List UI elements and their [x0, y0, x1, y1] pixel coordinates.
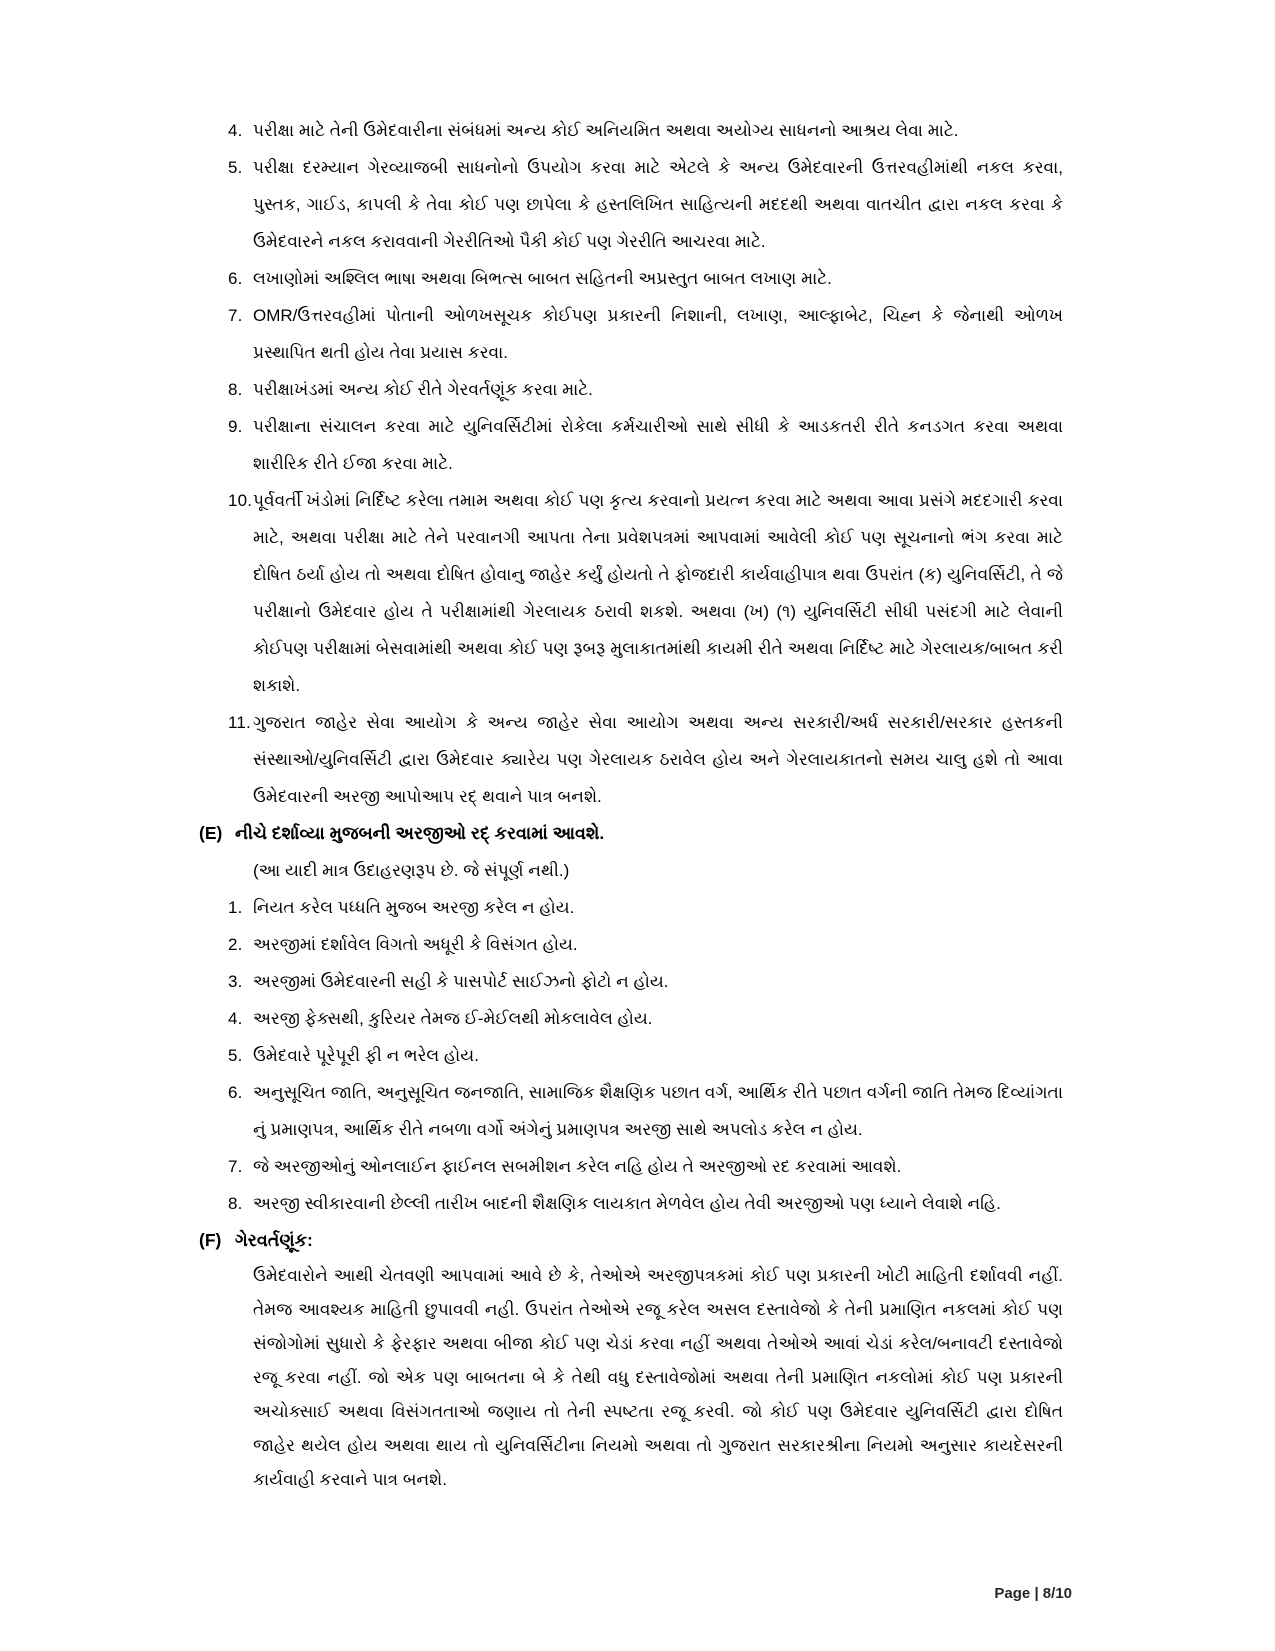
- list-item: [228, 482, 1063, 704]
- list-item-number: 2.: [228, 935, 243, 954]
- section-f-header: [199, 1222, 1063, 1259]
- list-item-number: 4.: [228, 1009, 243, 1028]
- list-item-number: 5.: [228, 158, 243, 177]
- list-item-text: OMR/ઉત્તરવહીમાં પોતાની ઓળખસૂચક કોઈપણ પ્રકારની નિશાની, લખાણ, આલ્ફાબેટ, ચિહ્ન કે જેનાથી ઓળખ પ્રસ્થાપિત થતી હોય તેવા પ્રયાસ કરવા.: [253, 306, 1063, 362]
- list-item-number: 6.: [228, 1083, 243, 1102]
- list-item: [228, 149, 1063, 260]
- list-item-number: 4.: [228, 121, 243, 140]
- main-numbered-list: [0, 112, 1275, 815]
- section-e: [0, 815, 1275, 1222]
- list-item-text: પરીક્ષા દરમ્યાન ગેરવ્યાજબી સાધનોનો ઉપયોગ કરવા માટે એટલે કે અન્ય ઉમેદવારની ઉત્તરવહીમાંથી નકલ કરવા, પુસ્તક, ગાઈડ, કાપલી કે તેવા કોઈ પણ છાપેલા કે હસ્તલિખિત સાહિત્યની મદદથી અથવા વાતચીત દ્વારા નકલ કરવા કે ઉમેદવારને નકલ કરાવવાની ગેરરીતિઓ પૈકી કોઈ પણ ગેરરીતિ આચરવા માટે.: [253, 158, 1063, 251]
- list-item: [228, 889, 1063, 926]
- list-item-text: અરજી સ્વીકારવાની છેલ્લી તારીખ બાદની શૈક્ષણિક લાયકાત મેળવેલ હોય તેવી અરજીઓ પણ ધ્યાને લેવાશે નહિ.: [253, 1194, 1001, 1213]
- list-item-text: જે અરજીઓનું ઓનલાઈન ફાઈનલ સબમીશન કરેલ નહિ હોય તે અરજીઓ રદ કરવામાં આવશે.: [253, 1157, 902, 1176]
- list-item: [228, 408, 1063, 482]
- list-item: [228, 260, 1063, 297]
- section-e-note: (આ યાદી માત્ર ઉદાહરણરૂપ છે. જે સંપૂર્ણ નથી.): [253, 861, 570, 880]
- list-item-text: અરજીમાં ઉમેદવારની સહી કે પાસપોર્ટ સાઈઝનો ફોટો ન હોય.: [253, 972, 669, 991]
- page-number-footer: Page | 8/10: [994, 1585, 1072, 1602]
- list-item: [228, 112, 1063, 149]
- list-item-text: અનુસૂચિત જાતિ, અનુસૂચિત જનજાતિ, સામાજિક શૈક્ષણિક પછાત વર્ગ, આર્થિક રીતે પછાત વર્ગની જાતિ તેમજ દિવ્યાંગતા નું પ્રમાણપત્ર, આર્થિક રીતે નબળા વર્ગો અંગેનું પ્રમાણપત્ર અરજી સાથે અપલોડ કરેલ ન હોય.: [253, 1083, 1063, 1139]
- list-item: [228, 1185, 1063, 1222]
- list-item-text: ઉમેદવારે પૂરેપૂરી ફી ન ભરેલ હોય.: [253, 1046, 479, 1065]
- section-f-paragraph: ઉમેદવારોને આથી ચેતવણી આપવામાં આવે છે કે, તેઓએ અરજીપત્રકમાં કોઈ પણ પ્રકારની ખોટી માહિતી દર્શાવવી નહીં. તેમજ આવશ્યક માહિતી છુપાવવી નહી. ઉપરાંત તેઓએ રજૂ કરેલ અસલ દસ્તાવેજો કે તેની પ્રમાણિત નકલમાં કોઈ પણ સંજોગોમાં સુધારો કે ફેરફાર અથવા બીજા કોઈ પણ ચેડાં કરવા નહીં અથવા તેઓએ આવાં ચેડાં કરેલ/બનાવટી દસ્તાવેજો રજૂ કરવા નહીં. જો એક પણ બાબતના બે કે તેથી વધુ દસ્તાવેજોમાં અથવા તેની પ્રમાણિત નકલોમાં કોઈ પણ પ્રકારની અચોક્સાઈ અથવા વિસંગતતાઓ જણાય તો તેની સ્પષ્ટતા રજૂ કરવી. જો કોઈ પણ ઉમેદવાર યુનિવર્સિટી દ્વારા દોષિત જાહેર થયેલ હોય અથવા થાય તો યુનિવર્સિટીના નિયમો અથવા તો ગુજરાત સરકારશ્રીના નિયમો અનુસાર કાયદેસરની કાર્યવાહી કરવાને પાત્ર બનશે.: [253, 1266, 1063, 1489]
- list-item: [228, 1074, 1063, 1148]
- list-item-number: 8.: [228, 380, 243, 399]
- list-item: [228, 1037, 1063, 1074]
- section-f: [0, 1222, 1275, 1497]
- list-item-text: અરજીમાં દર્શાવેલ વિગતો અધૂરી કે વિસંગત હોય.: [253, 935, 578, 954]
- list-item-number: 11.: [228, 713, 251, 732]
- list-item: [228, 1148, 1063, 1185]
- document-content: [0, 112, 1275, 1497]
- list-item: [228, 371, 1063, 408]
- list-item-text: નિયત કરેલ પધ્ધતિ મુજબ અરજી કરેલ ન હોય.: [253, 898, 575, 917]
- section-e-title: નીચે દર્શાવ્યા મુજબની અરજીઓ રદ્ કરવામાં આવશે.: [235, 823, 605, 843]
- list-item-text: પરીક્ષા માટે તેની ઉમેદવારીના સંબંધમાં અન્ય કોઈ અનિયમિત અથવા અયોગ્ય સાધનનો આશ્રય લેવા માટે.: [253, 121, 959, 140]
- list-item-number: 8.: [228, 1194, 243, 1213]
- list-item-text: પૂર્વવર્તી ખંડોમાં નિર્દિષ્ટ કરેલા તમામ અથવા કોઈ પણ કૃત્ય કરવાનો પ્રયત્ન કરવા માટે અથવા આવા પ્રસંગે મદદગારી કરવા માટે, અથવા પરીક્ષા માટે તેને પરવાનગી આપતા તેના પ્રવેશપત્રમાં આપવામાં આવેલી કોઈ પણ સૂચનાનો ભંગ કરવા માટે દોષિત ઠર્યા હોય તો અથવા દોષિત હોવાનુ જાહેર કર્યું હોયતો તે ફોજદારી કાર્યવાહીપાત્ર થવા ઉપરાંત (ક) યુનિવર્સિટી, તે જે પરીક્ષાનો ઉમેદવાર હોય તે પરીક્ષામાંથી ગેરલાયક ઠરાવી શકશે. અથવા (ખ) (૧) યુનિવર્સિટી સીધી પસંદગી માટે લેવાની કોઈપણ પરીક્ષામાં બેસવામાંથી અથવા કોઈ પણ રૂબરૂ મુલાકાતમાંથી કાયમી રીતે અથવા નિર્દિષ્ટ માટે ગેરલાયક/બાબત કરી શકાશે.: [253, 491, 1063, 695]
- list-item: [228, 297, 1063, 371]
- list-item: [228, 963, 1063, 1000]
- list-item-text: પરીક્ષાખંડમાં અન્ય કોઈ રીતે ગેરવર્તણૂંક કરવા માટે.: [253, 380, 593, 399]
- list-item: [228, 926, 1063, 963]
- list-item-number: 6.: [228, 269, 243, 288]
- list-item-text: અરજી ફેક્સથી, કુરિયર તેમજ ઈ-મેઈલથી મોકલાવેલ હોય.: [253, 1009, 653, 1028]
- list-item-text: ગુજરાત જાહેર સેવા આયોગ કે અન્ય જાહેર સેવા આયોગ અથવા અન્ય સરકારી/અર્ધ સરકારી/સરકાર હસ્તકની સંસ્થાઓ/યુનિવર્સિટી દ્વારા ઉમેદવાર ક્યારેય પણ ગેરલાયક ઠરાવેલ હોય અને ગેરલાયકાતનો સમય ચાલુ હશે તો આવા ઉમેદવારની અરજી આપોઆપ રદ્ થવાને પાત્ર બનશે.: [253, 713, 1063, 806]
- list-item: [228, 704, 1063, 815]
- section-e-header: [199, 815, 1063, 852]
- list-item-number: 9.: [228, 417, 243, 436]
- section-e-label: (E): [199, 823, 223, 843]
- list-item-text: લખાણોમાં અશ્લિલ ભાષા અથવા બિભત્સ બાબત સહિતની અપ્રસ્તુત બાબત લખાણ માટે.: [253, 269, 832, 288]
- list-item-number: 7.: [228, 306, 243, 325]
- list-item-number: 5.: [228, 1046, 243, 1065]
- list-item-text: પરીક્ષાના સંચાલન કરવા માટે યુનિવર્સિટીમાં રોકેલા કર્મચારીઓ સાથે સીધી કે આડકતરી રીતે કનડગત કરવા અથવા શારીરિક રીતે ઈજા કરવા માટે.: [253, 417, 1063, 473]
- list-item-number: 7.: [228, 1157, 243, 1176]
- list-item: [228, 1000, 1063, 1037]
- section-e-list: [0, 889, 1275, 1222]
- section-f-title: ગેરવર્તણૂંક:: [235, 1230, 313, 1250]
- list-item-number: 10.: [228, 491, 253, 510]
- list-item-number: 1.: [228, 898, 243, 917]
- section-f-label: (F): [199, 1230, 222, 1250]
- list-item-number: 3.: [228, 972, 243, 991]
